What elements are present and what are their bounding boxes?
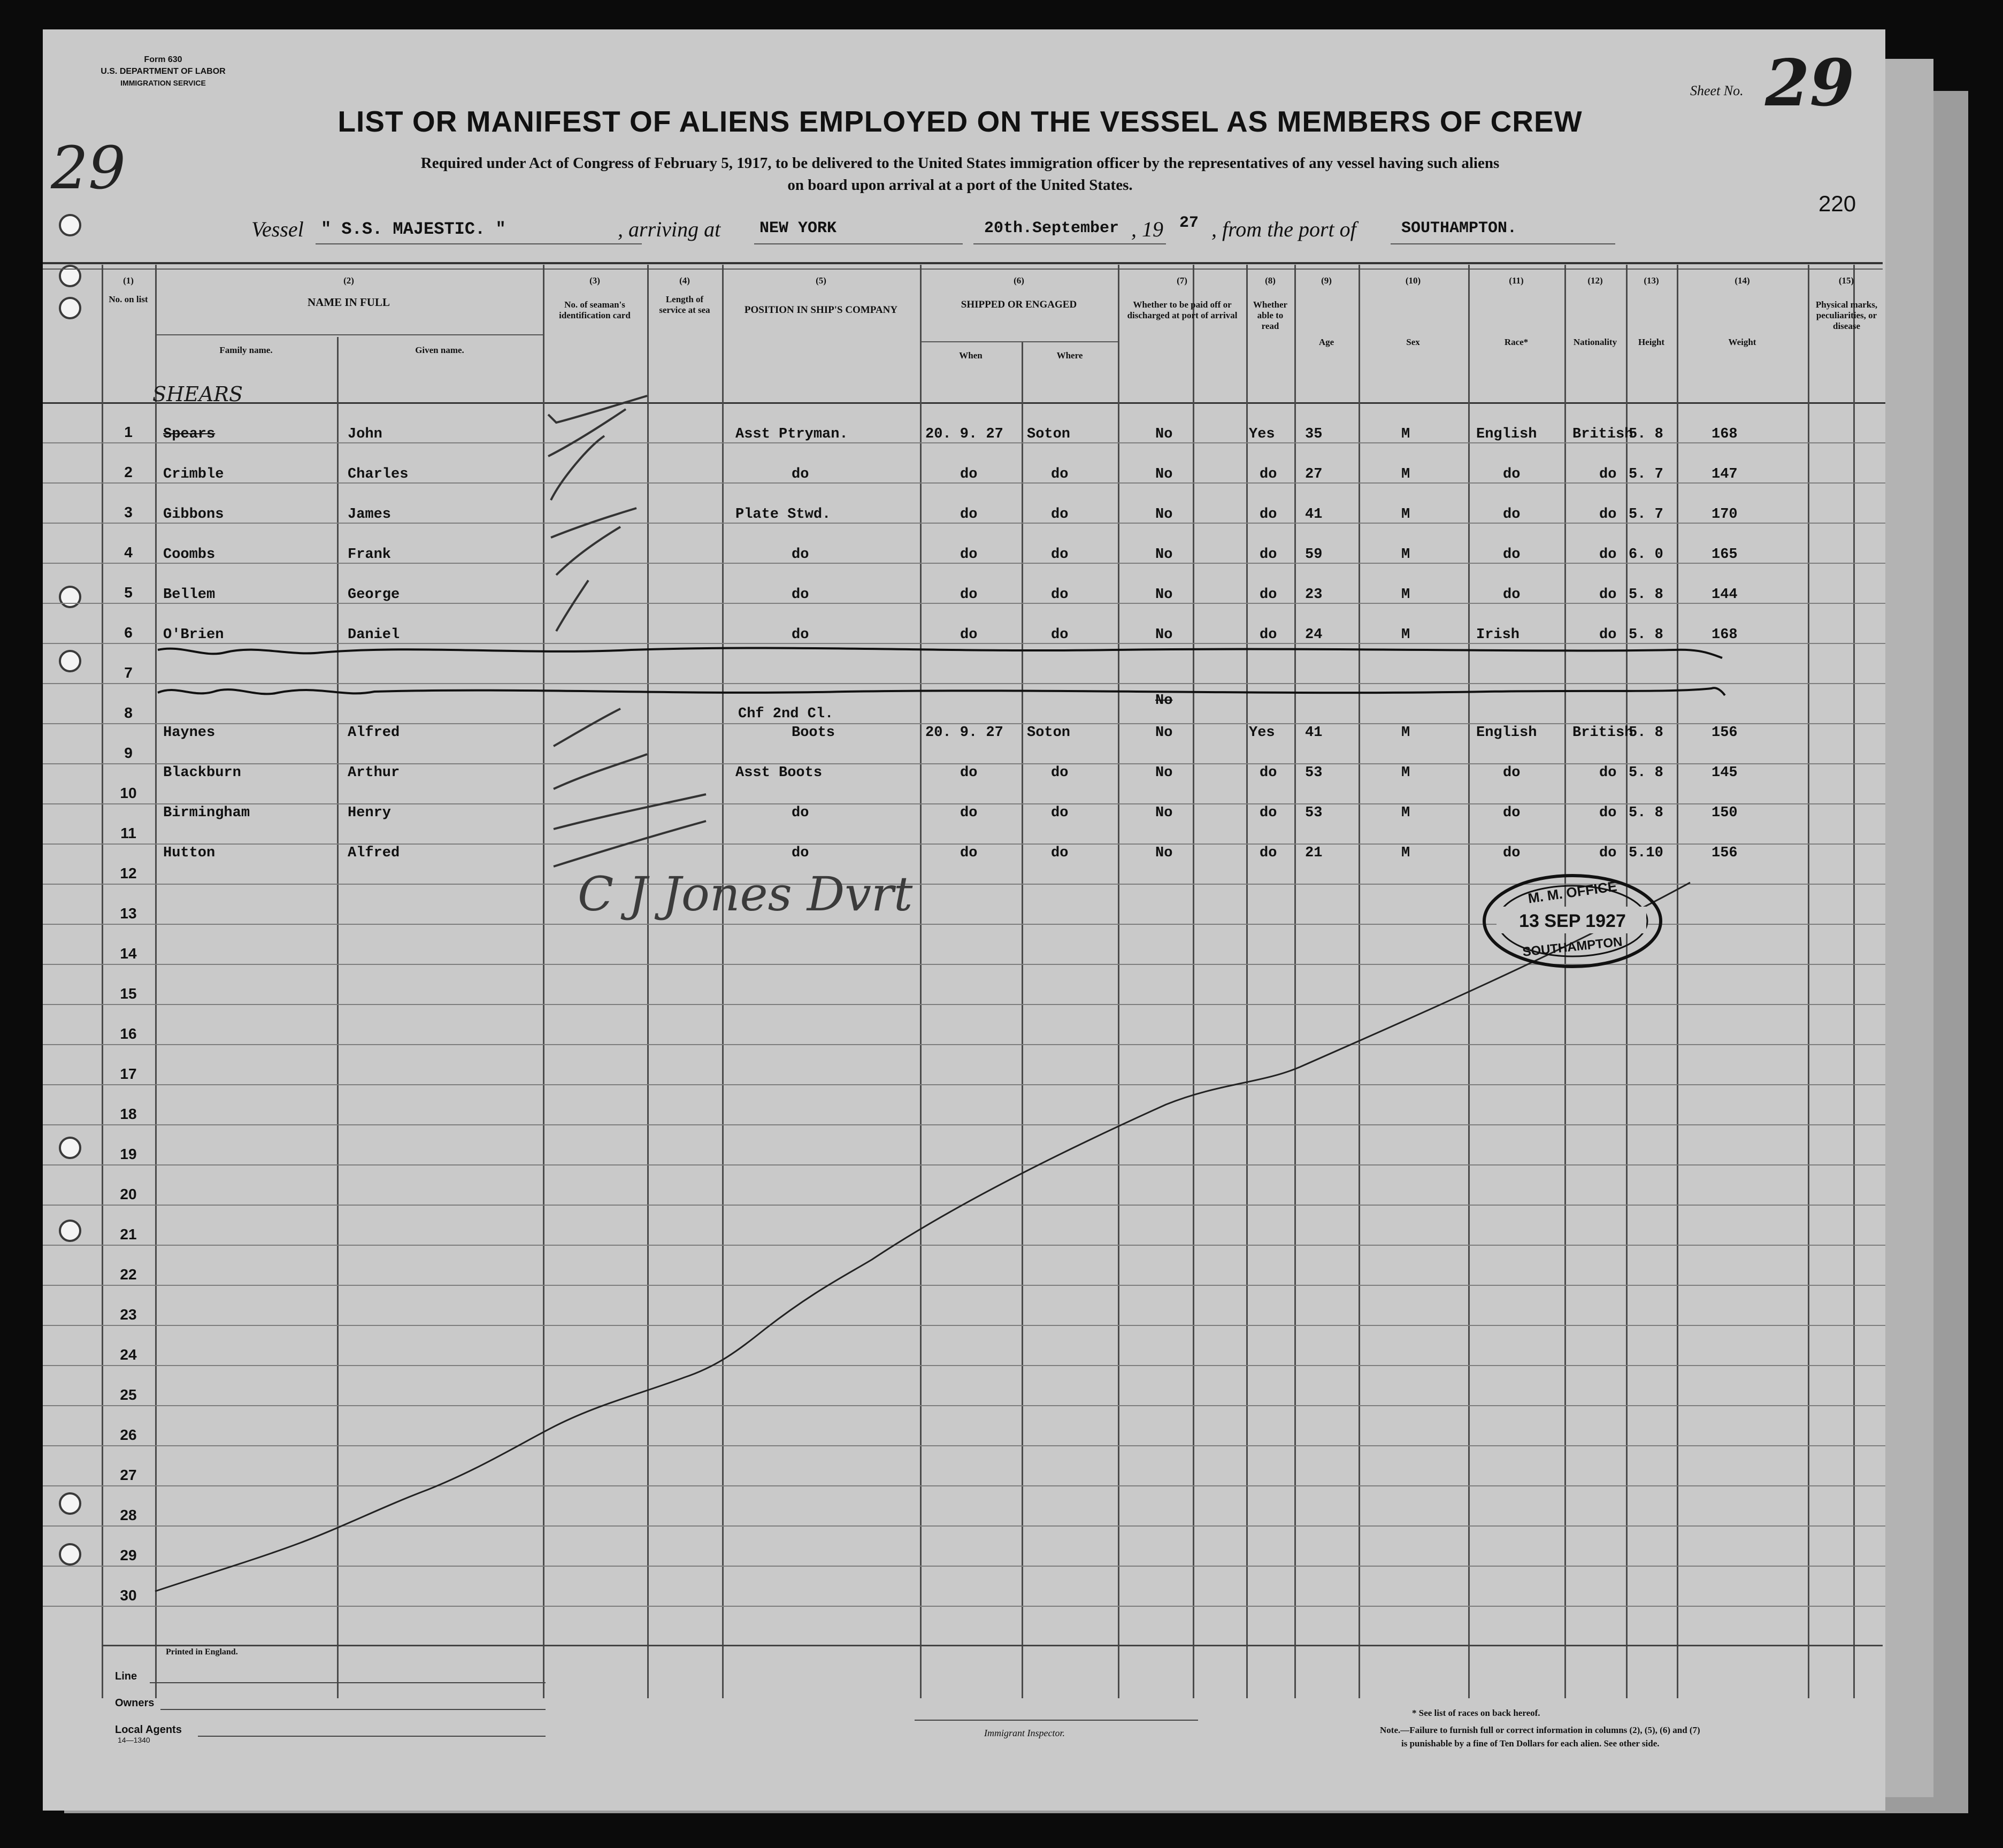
cell-able-to-read: do	[1260, 805, 1277, 821]
cell-nationality: do	[1599, 765, 1617, 781]
cell-given-name: Frank	[348, 547, 392, 563]
cell-family-name: O'Brien	[163, 627, 224, 643]
cell-height: 5. 8	[1629, 805, 1663, 821]
col-12-num: (12)	[1587, 275, 1603, 286]
cell-shipped-when: do	[960, 466, 978, 482]
cell-shipped-where: do	[1051, 627, 1069, 643]
col-2-label: NAME IN FULL	[307, 296, 390, 309]
arriving-label: , arriving at	[618, 217, 721, 241]
cell-given-name: Daniel	[348, 627, 400, 643]
col-6-where: Where	[1056, 350, 1083, 361]
cell-sex: M	[1401, 587, 1410, 603]
cell-sex: M	[1401, 845, 1410, 861]
col-2-family: Family name.	[219, 345, 273, 355]
row-number: 24	[120, 1346, 137, 1363]
cell-shipped-when: do	[960, 627, 978, 643]
col-8-num: (8)	[1265, 275, 1276, 286]
cell-paid-off: No	[1155, 725, 1173, 741]
from-label: , from the port of	[1211, 217, 1356, 241]
penalty-note-2: is punishable by a fine of Ten Dollars for each alien. See other side.	[1401, 1738, 1660, 1749]
cell-able-to-read: do	[1260, 507, 1277, 523]
cell-paid-off: No	[1155, 466, 1173, 482]
cell-paid-off: No	[1155, 845, 1173, 861]
cell-shipped-where: Soton	[1027, 725, 1071, 741]
cell-race: English	[1476, 426, 1537, 442]
check-mark-1	[548, 396, 647, 423]
cell-given-name: Alfred	[348, 845, 400, 861]
cell-position: do	[792, 845, 809, 861]
cell-nationality: do	[1599, 587, 1617, 603]
cell-race: do	[1503, 466, 1521, 482]
footer-line-label: Line	[115, 1670, 137, 1682]
cell-shipped-when: 20. 9. 27	[925, 725, 1003, 741]
inspector-signature: C J Jones Dvrt	[578, 867, 913, 922]
cell-position: do	[792, 627, 809, 643]
cell-age: 24	[1305, 627, 1323, 643]
cell-family-name: Crimble	[163, 466, 224, 482]
cell-sex: M	[1401, 426, 1410, 442]
cell-position: Asst Boots	[735, 765, 823, 781]
cell-position: do	[792, 547, 809, 563]
cell-shipped-when: do	[960, 547, 978, 563]
cell-given-name: Henry	[348, 805, 392, 821]
row-number: 9	[124, 745, 133, 761]
cell-weight: 156	[1712, 845, 1738, 861]
row-number: 20	[120, 1186, 137, 1202]
cell-position: Asst Ptryman.	[735, 426, 848, 442]
col-10-num: (10)	[1405, 275, 1421, 286]
cell-weight: 168	[1712, 426, 1738, 442]
cell-race: do	[1503, 507, 1521, 523]
check-mark-2	[548, 409, 626, 456]
cell-nationality: do	[1599, 845, 1617, 861]
col-6-label: SHIPPED OR ENGAGED	[961, 299, 1077, 310]
cell-family-name: Blackburn	[163, 765, 241, 781]
subtitle-line-1: Required under Act of Congress of February 5, 1917, to be delivered to the United States immigration officer by the representatives of any vessel having such aliens	[420, 155, 1500, 172]
cell-shipped-where: do	[1051, 547, 1069, 563]
cell-given-name: Alfred	[348, 725, 400, 741]
cell-family-name: Gibbons	[163, 507, 224, 523]
col-8-label: Whether able to read	[1253, 300, 1288, 331]
cell-paid-off: No	[1155, 627, 1173, 643]
cell-paid-off: No	[1155, 426, 1173, 442]
vessel-name: " S.S. MAJESTIC. "	[321, 219, 506, 239]
cell-weight: 144	[1712, 587, 1738, 603]
cell-height: 5. 7	[1629, 466, 1663, 482]
cell-paid-off: No	[1155, 547, 1173, 563]
row-number: 14	[120, 945, 137, 962]
row-number: 17	[120, 1065, 137, 1082]
cell-family-name: Coombs	[163, 547, 216, 563]
row-number: 26	[120, 1427, 137, 1443]
cell-nationality: do	[1599, 466, 1617, 482]
col-13-label: Height	[1638, 337, 1665, 347]
cell-weight: 165	[1712, 547, 1738, 563]
cell-shipped-when: do	[960, 507, 978, 523]
cell-sex: M	[1401, 507, 1410, 523]
cell-sex: M	[1401, 627, 1410, 643]
row-number: 12	[120, 865, 137, 881]
cell-weight: 168	[1712, 627, 1738, 643]
penalty-note-1: Note.—Failure to furnish full or correct information in columns (2), (5), (6) and (7)	[1380, 1725, 1700, 1735]
cell-able-to-read: do	[1260, 547, 1277, 563]
cell-age: 27	[1305, 466, 1323, 482]
col-4-num: (4)	[679, 275, 690, 286]
cell-shipped-where: do	[1051, 587, 1069, 603]
col-9-num: (9)	[1321, 275, 1332, 286]
check-mark-3	[551, 436, 604, 500]
cell-weight: 145	[1712, 765, 1738, 781]
form-number: Form 630	[144, 55, 182, 64]
subtitle-line-2: on board upon arrival at a port of the United States.	[787, 177, 1133, 194]
row-number: 29	[120, 1547, 137, 1563]
row-number: 18	[120, 1106, 137, 1122]
col-1-label: No. on list	[109, 294, 148, 304]
col-4-label: Length of service at sea	[659, 294, 710, 315]
year-prefix: , 19	[1131, 217, 1163, 241]
cell-family-name: Bellem	[163, 587, 216, 603]
family-name-correction: SHEARS	[152, 382, 243, 406]
row-number: 2	[124, 464, 133, 480]
cell-position: Plate Stwd.	[735, 507, 831, 523]
col-12-label: Nationality	[1573, 337, 1617, 347]
row-number: 4	[124, 544, 133, 561]
col-6-when: When	[959, 350, 983, 361]
cell-paid-off: No	[1155, 765, 1173, 781]
cell-sex: M	[1401, 805, 1410, 821]
cell-paid-off-struck: No	[1155, 693, 1173, 709]
cell-position: Boots	[792, 725, 835, 741]
cell-shipped-when: do	[960, 845, 978, 861]
cell-age: 53	[1305, 805, 1323, 821]
cell-race: do	[1503, 845, 1521, 861]
page-number: 220	[1818, 191, 1856, 216]
cell-nationality: do	[1599, 805, 1617, 821]
cell-age: 35	[1305, 426, 1323, 442]
manifest-sheet	[43, 29, 1885, 1811]
row-number: 15	[120, 985, 137, 1002]
cell-sex: M	[1401, 466, 1410, 482]
row-number: 23	[120, 1306, 137, 1323]
cell-family-name: Haynes	[163, 725, 216, 741]
col-5-num: (5)	[816, 275, 826, 286]
row-number: 6	[124, 624, 133, 641]
vessel-label: Vessel	[251, 217, 304, 241]
cell-shipped-when: 20. 9. 27	[925, 426, 1003, 442]
cell-able-to-read: Yes	[1249, 725, 1275, 741]
cell-sex: M	[1401, 725, 1410, 741]
col-11-num: (11)	[1509, 275, 1524, 286]
cell-family-name: Spears	[163, 426, 216, 442]
cell-position: do	[792, 466, 809, 482]
cell-family-name: Hutton	[163, 845, 216, 861]
cell-shipped-where: do	[1051, 765, 1069, 781]
sheet-label: Sheet No.	[1690, 83, 1744, 98]
row-number: 30	[120, 1587, 137, 1604]
arrival-year: 27	[1179, 214, 1199, 232]
footer-form-code: 14—1340	[118, 1736, 150, 1744]
margin-number: 29	[51, 134, 126, 202]
cell-age: 53	[1305, 765, 1323, 781]
cell-age: 41	[1305, 725, 1323, 741]
departure-port: SOUTHAMPTON.	[1401, 219, 1517, 237]
col-1-num: (1)	[123, 275, 134, 286]
cell-shipped-where: do	[1051, 466, 1069, 482]
cell-race: do	[1503, 765, 1521, 781]
cell-race: do	[1503, 587, 1521, 603]
row-number: 13	[120, 905, 137, 922]
cell-shipped-when: do	[960, 805, 978, 821]
cell-nationality: do	[1599, 507, 1617, 523]
check-mark-9	[554, 709, 620, 746]
row-number: 21	[120, 1226, 137, 1243]
cancel-wave-row-7	[158, 648, 1722, 658]
cell-given-name: John	[348, 426, 382, 442]
col-10-label: Sex	[1406, 337, 1420, 347]
cell-height: 5.10	[1629, 845, 1663, 861]
col-3-label: No. of seaman's identification card	[559, 300, 631, 320]
cell-shipped-where: Soton	[1027, 426, 1071, 442]
cell-weight: 150	[1712, 805, 1738, 821]
cell-paid-off: No	[1155, 587, 1173, 603]
footer-owners-label: Owners	[115, 1697, 155, 1709]
stamp-office: M. M. OFFICE	[1526, 878, 1618, 907]
arrival-port: NEW YORK	[759, 219, 837, 237]
cell-age: 21	[1305, 845, 1323, 861]
cell-height: 5. 8	[1629, 627, 1663, 643]
col-14-num: (14)	[1735, 275, 1750, 286]
cell-given-name: James	[348, 507, 392, 523]
stamp-city: SOUTHAMPTON	[1522, 934, 1623, 960]
cell-able-to-read: Yes	[1249, 426, 1275, 442]
row-number: 11	[120, 825, 136, 841]
row-number: 3	[124, 504, 133, 520]
cell-able-to-read: do	[1260, 765, 1277, 781]
row-number: 22	[120, 1266, 137, 1283]
cell-shipped-when: do	[960, 587, 978, 603]
cell-nationality: do	[1599, 627, 1617, 643]
cell-given-name: Arthur	[348, 765, 400, 781]
col-14-label: Weight	[1728, 337, 1756, 347]
cell-weight: 170	[1712, 507, 1738, 523]
sheet-number: 29	[1765, 45, 1854, 121]
inspector-label: Immigrant Inspector.	[984, 1728, 1065, 1738]
cell-given-name: Charles	[348, 466, 409, 482]
row-number: 28	[120, 1507, 137, 1523]
col-3-num: (3)	[589, 275, 600, 286]
check-mark-10	[554, 754, 647, 789]
col-2-num: (2)	[343, 275, 354, 286]
cell-height: 5. 7	[1629, 507, 1663, 523]
cell-shipped-where: do	[1051, 507, 1069, 523]
cell-weight: 156	[1712, 725, 1738, 741]
cell-height: 6. 0	[1629, 547, 1663, 563]
col-13-num: (13)	[1644, 275, 1659, 286]
document-title: LIST OR MANIFEST OF ALIENS EMPLOYED ON THE VESSEL AS MEMBERS OF CREW	[337, 105, 1583, 138]
cell-nationality: British	[1572, 426, 1633, 442]
cell-able-to-read: do	[1260, 845, 1277, 861]
check-mark-11	[554, 794, 706, 829]
col-2-given: Given name.	[415, 345, 464, 355]
form-department: U.S. DEPARTMENT OF LABOR	[101, 67, 226, 76]
cell-height: 5. 8	[1629, 765, 1663, 781]
col-9-label: Age	[1318, 337, 1334, 347]
printed-in: Printed in England.	[166, 1647, 238, 1657]
row-number: 27	[120, 1467, 137, 1483]
cell-family-name: Birmingham	[163, 805, 250, 821]
col-6-num: (6)	[1014, 275, 1024, 286]
cell-shipped-where: do	[1051, 845, 1069, 861]
cell-age: 41	[1305, 507, 1323, 523]
cell-position-line-1: Chf 2nd Cl.	[738, 706, 834, 722]
row-number: 25	[120, 1386, 137, 1403]
col-15-num: (15)	[1838, 275, 1854, 286]
col-5-label: POSITION IN SHIP'S COMPANY	[744, 304, 898, 316]
check-mark-12	[554, 821, 706, 867]
cell-able-to-read: do	[1260, 627, 1277, 643]
cell-shipped-where: do	[1051, 805, 1069, 821]
cell-position: do	[792, 805, 809, 821]
form-service: IMMIGRATION SERVICE	[120, 79, 206, 87]
row-number: 16	[120, 1025, 137, 1042]
cell-able-to-read: do	[1260, 587, 1277, 603]
footer-agents-label: Local Agents	[115, 1724, 182, 1736]
cell-age: 59	[1305, 547, 1323, 563]
col-11-label: Race*	[1504, 337, 1529, 347]
row-number: 8	[124, 704, 133, 721]
check-mark-5	[556, 527, 620, 575]
col-7-label: Whether to be paid off or discharged at port of arrival	[1127, 300, 1238, 320]
row-number: 1	[124, 424, 133, 440]
cell-shipped-when: do	[960, 765, 978, 781]
races-note: * See list of races on back hereof.	[1412, 1708, 1540, 1718]
cell-paid-off: No	[1155, 507, 1173, 523]
row-number: 19	[120, 1146, 137, 1162]
cell-race: do	[1503, 805, 1521, 821]
cancel-wave-row-8	[158, 688, 1725, 695]
row-number: 5	[124, 584, 133, 601]
cell-paid-off: No	[1155, 805, 1173, 821]
cell-nationality: do	[1599, 547, 1617, 563]
cell-race: Irish	[1476, 627, 1520, 643]
row-number: 7	[124, 664, 133, 681]
diagonal-cancel-line	[155, 883, 1690, 1591]
col-15-label: Physical marks, peculiarities, or disease	[1815, 300, 1878, 331]
cell-weight: 147	[1712, 466, 1738, 482]
cell-height: 5. 8	[1629, 426, 1663, 442]
cell-age: 23	[1305, 587, 1323, 603]
cell-sex: M	[1401, 765, 1410, 781]
cell-sex: M	[1401, 547, 1410, 563]
row-number: 10	[120, 785, 137, 801]
cell-race: do	[1503, 547, 1521, 563]
check-mark-4	[551, 508, 636, 538]
cell-height: 5. 8	[1629, 587, 1663, 603]
col-7-num: (7)	[1177, 275, 1187, 286]
cell-nationality: British	[1572, 725, 1633, 741]
stamp-date: 13 SEP 1927	[1519, 911, 1626, 931]
cell-given-name: George	[348, 587, 400, 603]
cell-height: 5. 8	[1629, 725, 1663, 741]
check-mark-6	[556, 580, 588, 631]
cell-race: English	[1476, 725, 1537, 741]
cell-able-to-read: do	[1260, 466, 1277, 482]
cell-position: do	[792, 587, 809, 603]
arrival-date: 20th.September	[984, 219, 1119, 237]
